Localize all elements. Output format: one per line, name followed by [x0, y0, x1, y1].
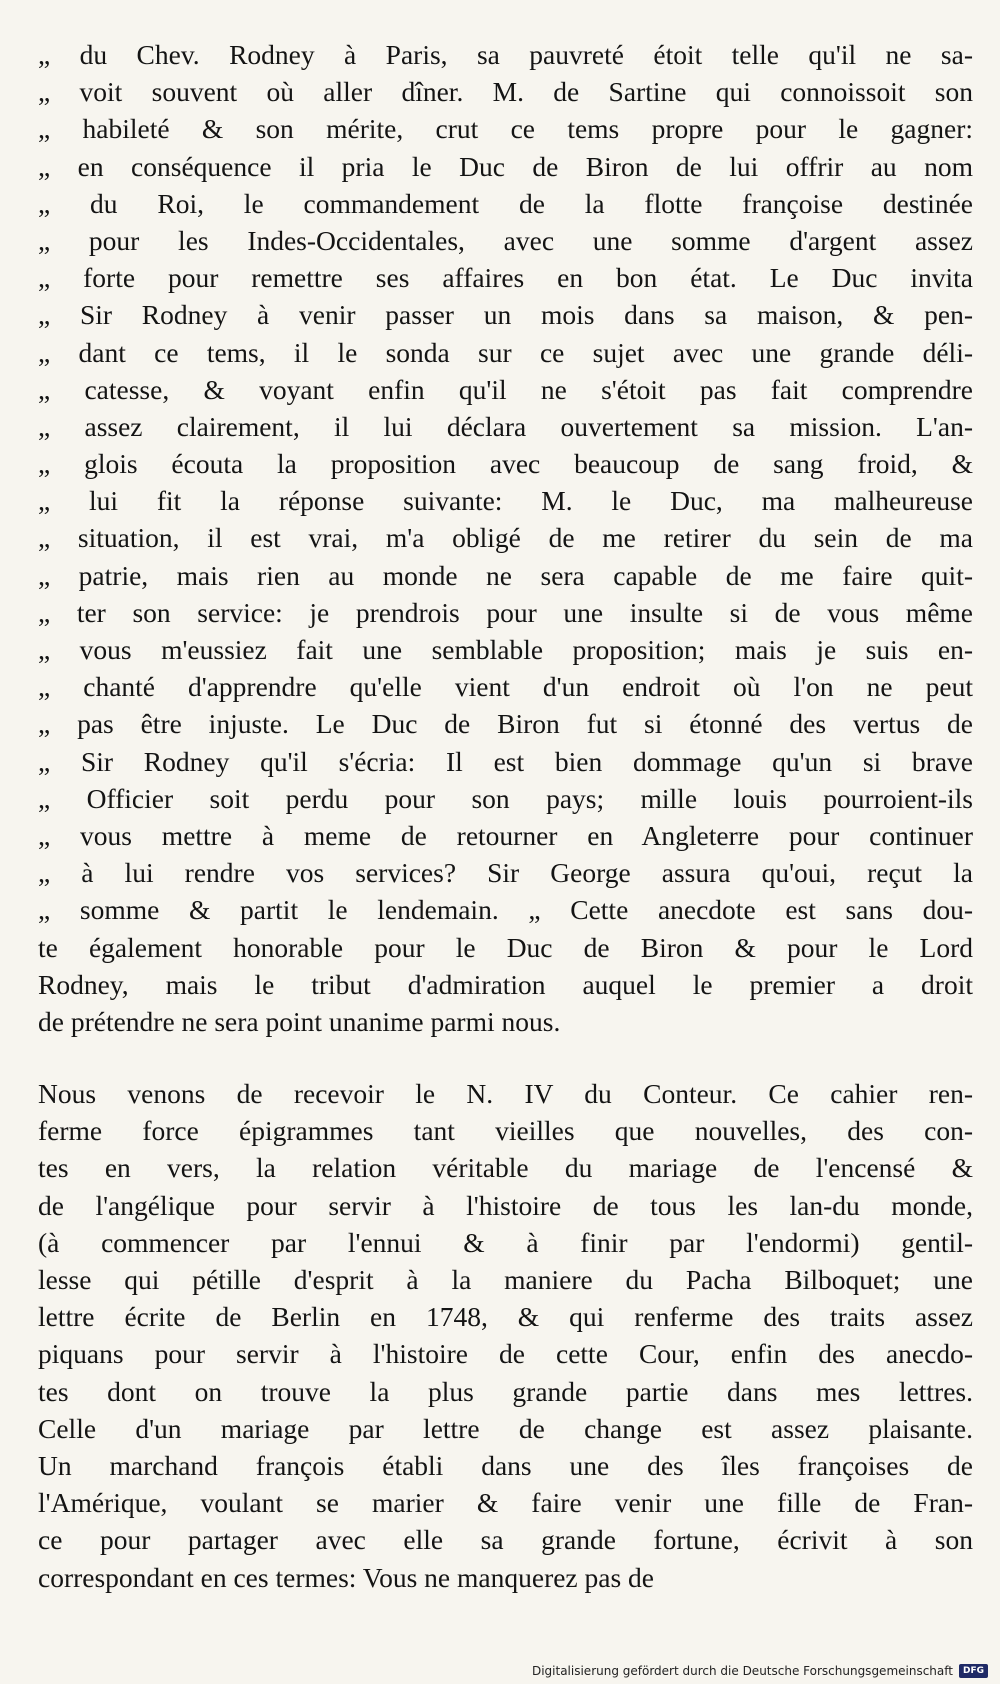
text-line: ce pour partager avec elle sa grande fortune, écrivit à son: [38, 1524, 973, 1556]
text-line: „ assez clairement, il lui déclara ouvertement sa mission. L'an-: [38, 410, 973, 442]
text-line: „ pas être injuste. Le Duc de Biron fut si étonné des vertus de: [38, 708, 973, 740]
text-line: piquans pour servir à l'histoire de cette Cour, enfin des anecdo-: [38, 1338, 973, 1370]
text-line: „ dant ce tems, il le sonda sur ce sujet avec une grande déli-: [38, 336, 973, 368]
text-line: de l'angélique pour servir à l'histoire de tous les lan-du monde,: [38, 1189, 973, 1221]
text-line: „ situation, il est vrai, m'a obligé de me retirer du sein de ma: [38, 522, 973, 554]
text-line: tes en vers, la relation véritable du mariage de l'encensé &: [38, 1152, 973, 1184]
digitization-credit: [532, 1664, 988, 1678]
text-line: l'Amérique, voulant se marier & faire venir une fille de Fran-: [38, 1487, 973, 1519]
text-line: „ vous m'eussiez fait une semblable proposition; mais je suis en-: [38, 634, 973, 665]
text-line: ferme force épigrammes tant vieilles que nouvelles, des con-: [38, 1115, 973, 1147]
text-line: „ voit souvent où aller dîner. M. de Sartine qui connoissoit son: [38, 76, 973, 108]
text-line: Nous venons de recevoir le N. IV du Conteur. Ce cahier ren-: [38, 1078, 973, 1110]
text-line: „ habileté & son mérite, crut ce tems propre pour le gagner:: [38, 113, 973, 145]
text-line: „ catesse, & voyant enfin qu'il ne s'étoit pas fait comprendre: [38, 373, 973, 405]
text-line: „ ter son service: je prendrois pour une insulte si de vous même: [38, 596, 973, 628]
text-line: „ du Roi, le commandement de la flotte françoise destinée: [38, 187, 973, 219]
text-line: tes dont on trouve la plus grande partie dans mes lettres.: [38, 1375, 973, 1407]
text-line: „ lui fit la réponse suivante: M. le Duc, ma malheureuse: [38, 485, 973, 517]
dfg-logo: DFG: [959, 1664, 988, 1678]
text-line: „ patrie, mais rien au monde ne sera capable de me faire quit-: [38, 559, 973, 591]
text-line: lettre écrite de Berlin en 1748, & qui renferme des traits assez: [38, 1301, 973, 1333]
text-line: „ glois écouta la proposition avec beaucoup de sang froid, &: [38, 448, 973, 480]
paragraph-gap: [38, 1040, 973, 1075]
text-line: „ en conséquence il pria le Duc de Biron de lui offrir au nom: [38, 150, 973, 182]
text-line: „ Officier soit perdu pour son pays; mille louis pourroient-ils: [38, 782, 973, 814]
credit-text: Digitalisierung gefördert durch die Deutsche Forschungsgemeinschaft: [531, 1664, 953, 1678]
text-line: „ du Chev. Rodney à Paris, sa pauvreté étoit telle qu'il ne sa-: [38, 39, 973, 70]
text-line: Rodney, mais le tribut d'admiration auquel le premier a droit: [38, 968, 973, 1000]
text-line: „ Sir Rodney qu'il s'écria: Il est bien dommage qu'un si brave: [38, 745, 973, 777]
text-line: „ pour les Indes-Occidentales, avec une somme d'argent assez: [38, 224, 973, 256]
text-line: lesse qui pétille d'esprit à la maniere du Pacha Bilboquet; une: [38, 1264, 973, 1295]
text-line: „ à lui rendre vos services? Sir George assura qu'oui, reçut la: [38, 857, 973, 889]
text-line: „ chanté d'apprendre qu'elle vient d'un endroit où l'on ne peut: [38, 671, 973, 703]
text-line: „ Sir Rodney à venir passer un mois dans sa maison, & pen-: [38, 299, 973, 331]
text-line: Un marchand françois établi dans une des îles françoises de: [38, 1449, 973, 1481]
text-line: „ vous mettre à meme de retourner en Angleterre pour continuer: [38, 819, 973, 851]
text-line: te également honorable pour le Duc de Biron & pour le Lord: [38, 931, 973, 963]
page-text: [38, 36, 973, 1596]
text-line: de prétendre ne sera point unanime parmi nous.: [38, 1005, 561, 1037]
text-line: correspondant en ces termes: Vous ne manquerez pas de: [38, 1561, 654, 1593]
text-line: „ forte pour remettre ses affaires en bon état. Le Duc invita: [38, 262, 973, 294]
text-line: „ somme & partit le lendemain. „ Cette anecdote est sans dou-: [38, 894, 973, 926]
text-line: (à commencer par l'ennui & à finir par l'endormi) gentil-: [38, 1226, 973, 1258]
text-line: Celle d'un mariage par lettre de change est assez plaisante.: [38, 1412, 973, 1444]
